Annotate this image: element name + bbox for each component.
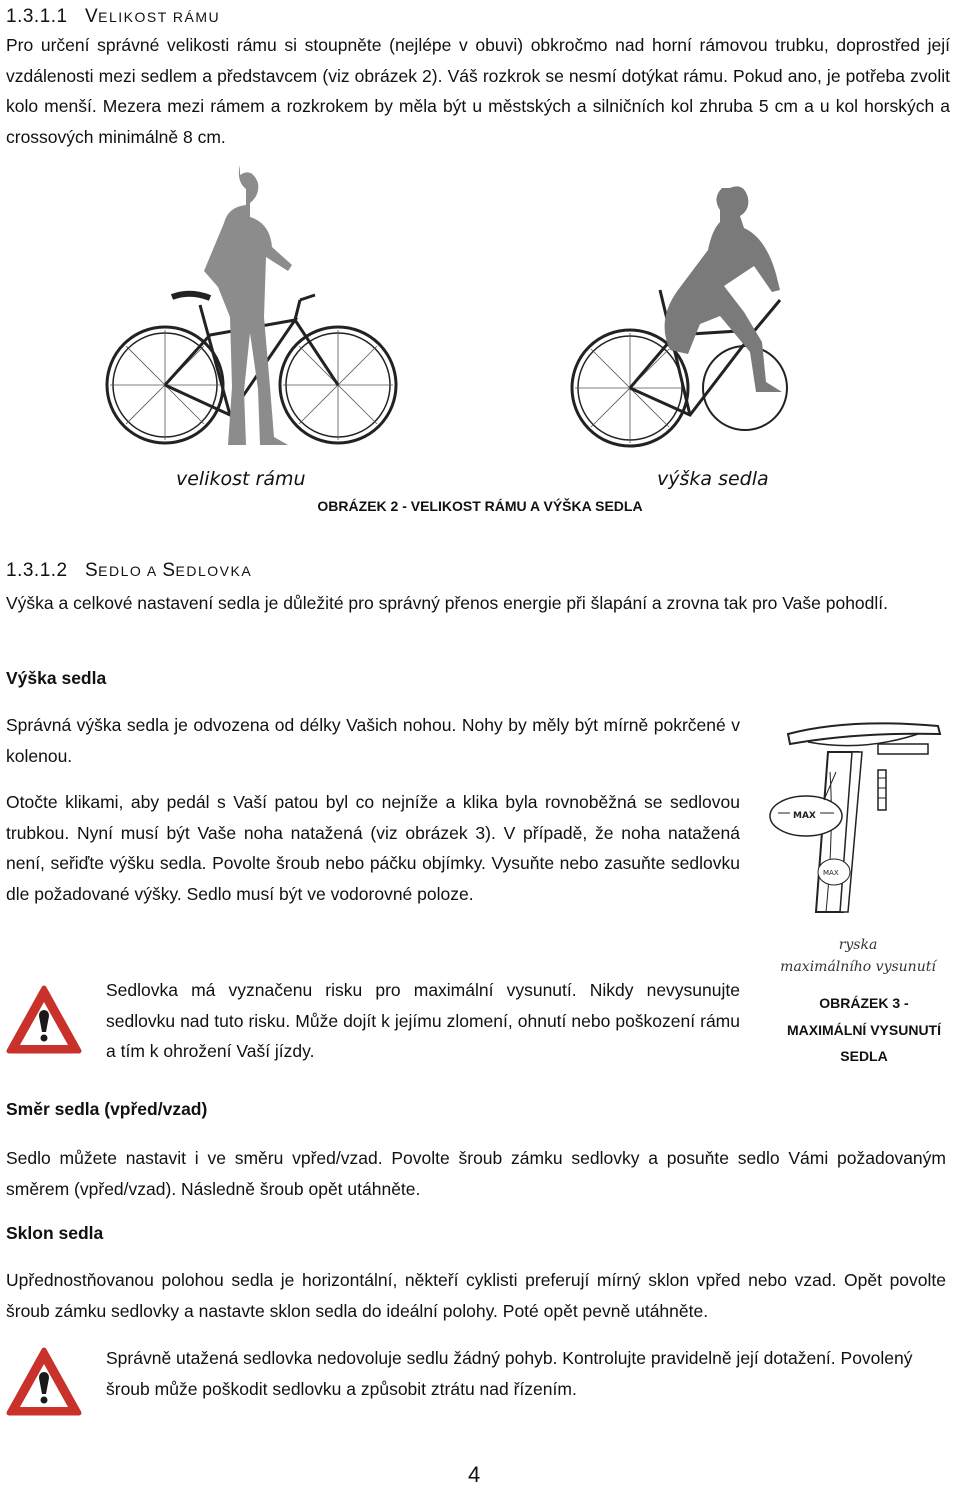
figure-3-illustration [768, 712, 958, 932]
saddle-height-paragraph-1: Správná výška sedla je odvozena od délky Vašich nohou. Nohy by měly být mírně pokrčené v kolenou. [6, 715, 740, 766]
figure-2-illustration [90, 160, 790, 500]
subheading-saddle-tilt: Sklon sedla [6, 1223, 104, 1243]
warning-seatpost-max: Sedlovka má vyznačenu risku pro maximální vysunutí. Nikdy nevysunujte sedlovku nad tuto risku. Může dojít k jejímu zlomení, ohnutí nebo poškození rámu a tím k ohrožení Vaší jízdy. [106, 980, 740, 1061]
frame-size-paragraph: Pro určení správné velikosti rámu si stoupněte (nejlépe v obuvi) obkročmo nad horní rámovou trubku, doprostřed její vzdálenosti mezi sedlem a představcem (viz obrázek 2). Váš rozkrok se nesmí dotýkat rámu. Pokud ano, je potřeba zvolit kolo menší. Mezera mezi rámem a rozkrokem by měla být u městských a silničních kol zhruba 5 cm a u kol horských a crossových minimálně 8 cm. [6, 35, 950, 147]
max-mark: MAX [793, 811, 816, 821]
warning-icon [6, 985, 82, 1055]
section-heading-frame-size: 1.3.1.1 VELIKOST RÁMU [6, 6, 221, 27]
bike-fit-illustration [90, 160, 790, 500]
figure-2-label-saddle-height: výška sedla [657, 468, 769, 490]
rider-standing [204, 165, 292, 445]
section-heading-saddle: 1.3.1.2 SEDLO A SEDLOVKA [6, 560, 253, 581]
warning-seatpost-tightening: Správně utažená sedlovka nedovoluje sedlu žádný pohyb. Kontrolujte pravidelně její dotažení. Povolený šroub může poškodit sedlovku a způsobit ztrátu nad řízením. [106, 1348, 913, 1399]
figure-3-caption: OBRÁZEK 3 - MAXIMÁLNÍ VYSUNUTÍ SEDLA [787, 995, 941, 1064]
warning-icon [6, 1347, 82, 1417]
subheading-saddle-direction: Směr sedla (vpřed/vzad) [6, 1099, 208, 1119]
figure-2-label-frame-size: velikost rámu [176, 468, 306, 490]
subheading-saddle-height: Výška sedla [6, 668, 107, 688]
figure-3-note: ryska maximálního vysunutí [780, 937, 936, 975]
page-number: 4 [468, 1462, 481, 1487]
max-mark-lower: MAX [823, 869, 839, 877]
saddle-intro-paragraph: Výška a celkové nastavení sedla je důležité pro správný přenos energie při šlapání a zrovna tak pro Vaše pohodlí. [6, 593, 888, 613]
figure-2-caption: OBRÁZEK 2 - VELIKOST RÁMU A VÝŠKA SEDLA [317, 498, 643, 514]
saddle-direction-paragraph: Sedlo můžete nastavit i ve směru vpřed/vzad. Povolte šroub zámku sedlovky a posuňte sedlo Vámi požadovaným směrem (vpřed/vzad). Následně šroub opět utáhněte. [6, 1148, 946, 1199]
saddle-tilt-paragraph: Upřednostňovanou polohou sedla je horizontální, někteří cyklisti preferují mírný sklon vpřed nebo vzad. Opět povolte šroub zámku sedlovky a nastavte sklon sedla do ideální polohy. Poté opět pevně utáhněte. [6, 1270, 946, 1321]
saddle-height-paragraph-2: Otočte klikami, aby pedál s Vaší patou byl co nejníže a klika byla rovnoběžná se sedlovou trubkou. Nyní musí být Vaše noha natažená (viz obrázek 3). V případě, že noha natažená není, seřiďte výšku sedla. Povolte šroub nebo páčku objímky. Vysuňte nebo zasuňte sedlovku dle požadované výšky. Sedlo musí být ve vodorovné poloze. [6, 792, 740, 904]
